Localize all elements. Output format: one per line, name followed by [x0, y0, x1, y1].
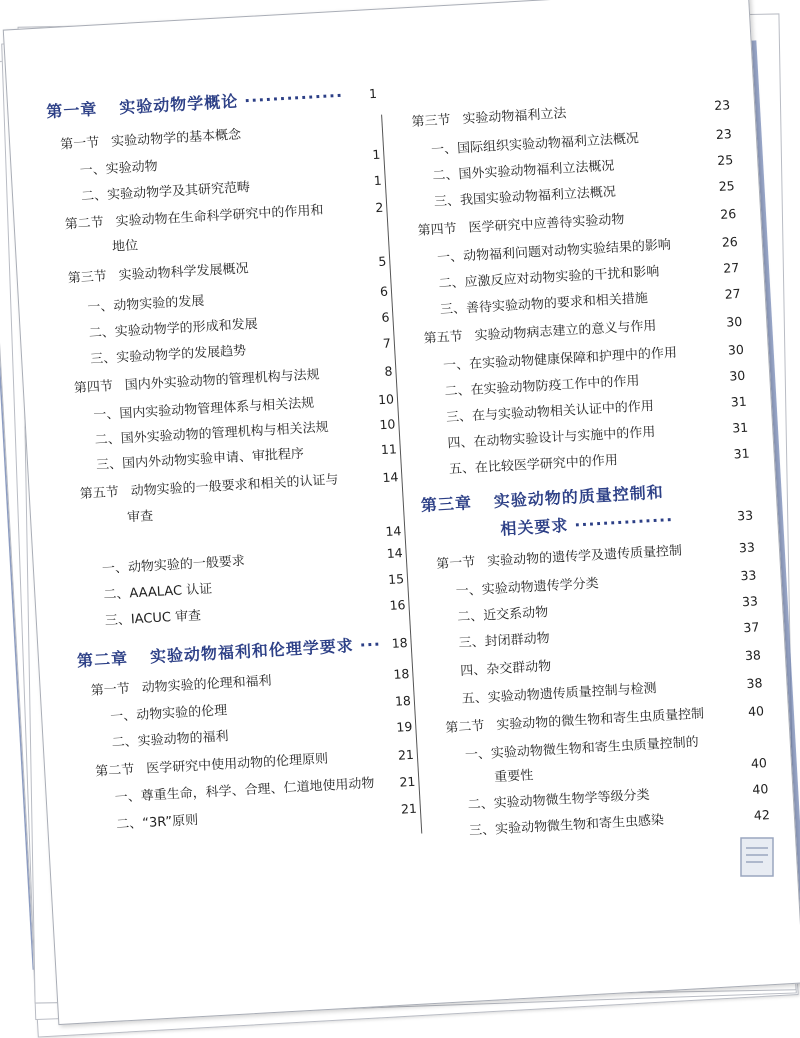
- toc-entry-title: [440, 289, 649, 321]
- toc-entry-title: [458, 629, 550, 654]
- toc-page-number: 31: [730, 393, 748, 410]
- toc-entry-title: [87, 292, 205, 319]
- toc-entry-title: [469, 811, 665, 842]
- toc-page-number: 21: [400, 800, 418, 817]
- toc-entry-text: 实验动物病志建立的意义与作用: [474, 318, 657, 344]
- toc-page-number: 16: [389, 597, 406, 613]
- toc-entry-text: 医学研究中使用动物的伦理原则: [145, 751, 329, 777]
- toc-page-number: 14: [386, 545, 403, 561]
- toc-entry-text: 二、实验动物的福利: [111, 729, 230, 751]
- toc-entry-text: 二、国外实验动物福利立法概况: [432, 158, 615, 184]
- toc-entry-title: [116, 811, 199, 836]
- toc-page-number: 30: [725, 313, 743, 330]
- toc-page-number: 26: [721, 233, 739, 250]
- toc-entry-text: 一、实验动物微生物和寄生虫质量控制的: [464, 734, 700, 763]
- toc-page-number: 23: [713, 97, 731, 114]
- toc-page-number: 18: [394, 692, 412, 709]
- toc-entry-title: [127, 507, 154, 528]
- toc-entry-text: 二、AAALAC 认证: [103, 581, 213, 603]
- toc-entry-text: 动物实验的伦理和福利: [141, 673, 272, 696]
- toc-page-number: 40: [752, 781, 769, 797]
- toc-page-number: 11: [380, 441, 398, 458]
- toc-page-number: 40: [747, 703, 765, 720]
- toc-entry-text: 一、动物福利问题对动物实验结果的影响: [436, 237, 672, 266]
- toc-page-number: 37: [742, 619, 760, 636]
- toc-entry-text: 实验动物福利和伦理学要求: [149, 636, 355, 667]
- toc-entry-title: [494, 766, 534, 788]
- toc-entry-text: 实验动物学的基本概念: [110, 127, 242, 150]
- toc-page-number: 23: [715, 126, 733, 142]
- toc-entry-number: 第四节: [73, 379, 114, 397]
- toc-page-number: 27: [724, 285, 742, 302]
- toc-page-number: 30: [727, 341, 745, 358]
- toc-entry-text: 五、实验动物遗传质量控制与检测: [461, 681, 657, 708]
- toc-page-number: 25: [718, 178, 736, 194]
- toc-entry-text: 二、实验动物学及其研究范畴: [80, 180, 251, 205]
- toc-page-number: 31: [733, 445, 750, 462]
- toc-left-column: [34, 10, 418, 833]
- toc-entry-text: 二、实验动物微生物学等级分类: [467, 787, 650, 813]
- toc-entry-text: 三、善待实验动物的要求和相关措施: [439, 291, 649, 318]
- toc-entry-title: [417, 210, 625, 242]
- toc-entry-text: 一、国内实验动物管理体系与相关法规: [93, 395, 315, 424]
- toc-page-number: 1: [368, 85, 378, 102]
- toc-entry-text: 四、在动物实验设计与实施中的作用: [447, 424, 656, 452]
- toc-page-number: 27: [722, 259, 740, 276]
- toc-entry-title: [103, 580, 213, 606]
- toc-entry-text: 国内外实验动物的管理机构与法规: [124, 367, 320, 394]
- toc-page-number: 6: [379, 283, 389, 299]
- toc-entry-text: 三、国内外动物实验申请、审批程序: [95, 446, 305, 474]
- toc-page-number: 33: [738, 539, 756, 556]
- toc-page-number: 10: [379, 416, 396, 433]
- toc-entry-text: 一、动物实验的一般要求: [101, 553, 246, 577]
- toc-entry-text: 审查: [126, 509, 154, 526]
- toc-entry-text: 五、在比较医学研究中的作用: [448, 452, 619, 478]
- toc-entry-text: 三、实验动物学的发展趋势: [89, 343, 247, 368]
- toc-entry-text: 一、实验动物: [79, 159, 159, 179]
- toc-entry-number: 第三节: [67, 269, 108, 287]
- toc-entry-number: 第三节: [411, 112, 451, 130]
- toc-entry-text: 实验动物的微生物和寄生虫质量控制: [495, 706, 705, 734]
- toc-entry-title: [436, 542, 683, 576]
- toc-entry-number: 第二章: [76, 648, 129, 671]
- toc-page-number: 18: [391, 634, 409, 651]
- toc-page-number: 15: [387, 571, 405, 587]
- toc-page-number: 21: [399, 773, 416, 790]
- toc-entry-text: 二、国外实验动物的管理机构与相关法规: [94, 420, 329, 449]
- toc-page-number: 14: [385, 523, 402, 540]
- toc-page-number: 1: [371, 146, 381, 163]
- toc-leader-dots: ··············: [243, 85, 344, 111]
- toc-entry-title: [81, 178, 251, 207]
- toc-entry-text: 一、实验动物遗传学分类: [455, 576, 600, 600]
- toc-page-number: 30: [728, 367, 746, 384]
- toc-page-number: 10: [377, 391, 395, 408]
- toc-entry-title: [46, 84, 344, 125]
- toc-entry-number: 第三章: [420, 493, 473, 516]
- toc-entry-title: [104, 606, 201, 631]
- toc-entry-text: 相关要求: [499, 515, 569, 539]
- toc-page-number: 6: [381, 309, 390, 325]
- toc-page-number: 42: [753, 807, 771, 823]
- toc-entry-text: 一、国际组织实验动物福利立法概况: [430, 131, 640, 158]
- toc-entry-text: 三、我国实验动物福利立法概况: [433, 184, 617, 210]
- toc-entry-text: 一、动物实验的伦理: [109, 703, 228, 725]
- toc-entry-title: [112, 236, 139, 257]
- toc-entry-text: 二、在实验动物防疫工作中的作用: [444, 373, 640, 400]
- toc-entry-title: [90, 672, 272, 702]
- toc-entry-text: 三、封闭群动物: [458, 631, 551, 652]
- toc-entry-title: [467, 786, 650, 816]
- toc-entry-title: [60, 126, 242, 156]
- document-icon: [735, 830, 785, 880]
- toc-entry-title: [434, 183, 617, 213]
- toc-entry-title: [461, 679, 657, 710]
- toc-entry-title: [460, 657, 552, 682]
- toc-page-number: 14: [382, 469, 399, 486]
- toc-entry-number: 第五节: [79, 484, 120, 503]
- toc-entry-text: 实验动物福利立法: [462, 106, 567, 128]
- toc-entry-text: 地位: [111, 238, 139, 255]
- toc-page-number: 33: [740, 567, 757, 584]
- toc-page-number: 38: [746, 675, 763, 692]
- toc-entry-text: 实验动物的质量控制和: [493, 482, 665, 511]
- toc-entry-number: 第五节: [423, 329, 464, 347]
- toc-entry-number: 第二节: [94, 762, 135, 780]
- toc-page-number: 19: [395, 718, 413, 735]
- toc-entry-text: 实验动物学概论: [118, 91, 239, 118]
- toc-page-number: 18: [393, 665, 410, 682]
- toc-entry-text: 一、在实验动物健康保障和护理中的作用: [442, 345, 678, 374]
- toc-entry-number: 第一节: [90, 681, 131, 699]
- toc-entry-text: 三、实验动物微生物和寄生虫感染: [468, 812, 665, 839]
- toc-entry-title: [90, 342, 247, 371]
- toc-page-number: 21: [397, 746, 415, 763]
- toc-entry-title: [457, 603, 549, 628]
- toc-page-number: 38: [744, 647, 762, 664]
- toc-entry-title: [500, 508, 674, 542]
- toc-page-number: 33: [741, 593, 759, 610]
- toc-entry-text: 四、杂交群动物: [459, 659, 552, 680]
- toc-entry-title: [423, 317, 657, 350]
- toc-entry-text: 重要性: [493, 768, 534, 786]
- toc-leader-dots: ··············: [573, 509, 674, 535]
- toc-entry-text: 二、近交系动物: [456, 605, 549, 626]
- toc-entry-title: [448, 451, 618, 480]
- toc-entry-text: 三、IACUC 审查: [104, 608, 202, 629]
- toc-entry-title: [455, 574, 599, 602]
- toc-entry-title: [432, 157, 615, 187]
- toc-page-number: 31: [731, 419, 749, 436]
- toc-entry-text: 一、尊重生命，科学、合理、仁道地使用动物: [114, 776, 375, 806]
- toc-entry-title: [110, 701, 228, 728]
- toc-entry-text: 动物实验的一般要求和相关的认证与: [130, 472, 339, 500]
- toc-entry-number: 第二节: [64, 215, 105, 233]
- toc-page-number: 1: [373, 172, 383, 189]
- toc-page-number: 33: [736, 507, 754, 524]
- toc-entry-text: 实验动物的遗传学及遗传质量控制: [486, 543, 683, 570]
- toc-entry-title: [88, 315, 258, 344]
- toc-entry-number: 第四节: [417, 221, 458, 239]
- toc-entry-number: 第一章: [45, 99, 98, 122]
- toc-page-number: 26: [719, 205, 737, 222]
- toc-page-number: 7: [382, 335, 392, 351]
- toc-page-number: 8: [384, 363, 393, 379]
- toc-page-number: 25: [716, 152, 734, 168]
- toc-entry-text: 二、应激反应对动物实验的干扰和影响: [438, 264, 660, 292]
- toc-page-number: 5: [377, 253, 387, 270]
- toc-entry-title: [67, 259, 249, 289]
- toc-entry-title: [111, 727, 229, 754]
- toc-entry-text: 实验动物科学发展概况: [118, 261, 249, 284]
- toc-entry-number: 第一节: [59, 135, 100, 153]
- toc-entry-number: 第一节: [435, 555, 476, 573]
- toc-page-number: 2: [374, 199, 384, 216]
- toc-entry-text: 二、实验动物学的形成和发展: [88, 316, 259, 342]
- toc-entry-text: 二、“3R”原则: [115, 812, 199, 833]
- toc-page-number: 40: [750, 755, 768, 771]
- toc-entry-title: [73, 365, 320, 399]
- toc-entry-text: 医学研究中应善待实验动物: [468, 212, 625, 236]
- toc-entry-text: 一、动物实验的发展: [86, 293, 205, 316]
- toc-page: [3, 0, 800, 1025]
- toc-entry-number: 第二节: [445, 718, 485, 736]
- toc-entry-title: [411, 104, 567, 133]
- toc-entry-chapter: [38, 82, 384, 125]
- toc-entry-title: [79, 157, 158, 181]
- toc-entry-title: [444, 372, 640, 403]
- toc-entry-text: 实验动物在生命科学研究中的作用和: [115, 203, 324, 230]
- toc-leader-dots: ···: [359, 634, 382, 655]
- toc-entry-text: 三、在与实验动物相关认证中的作用: [445, 398, 655, 426]
